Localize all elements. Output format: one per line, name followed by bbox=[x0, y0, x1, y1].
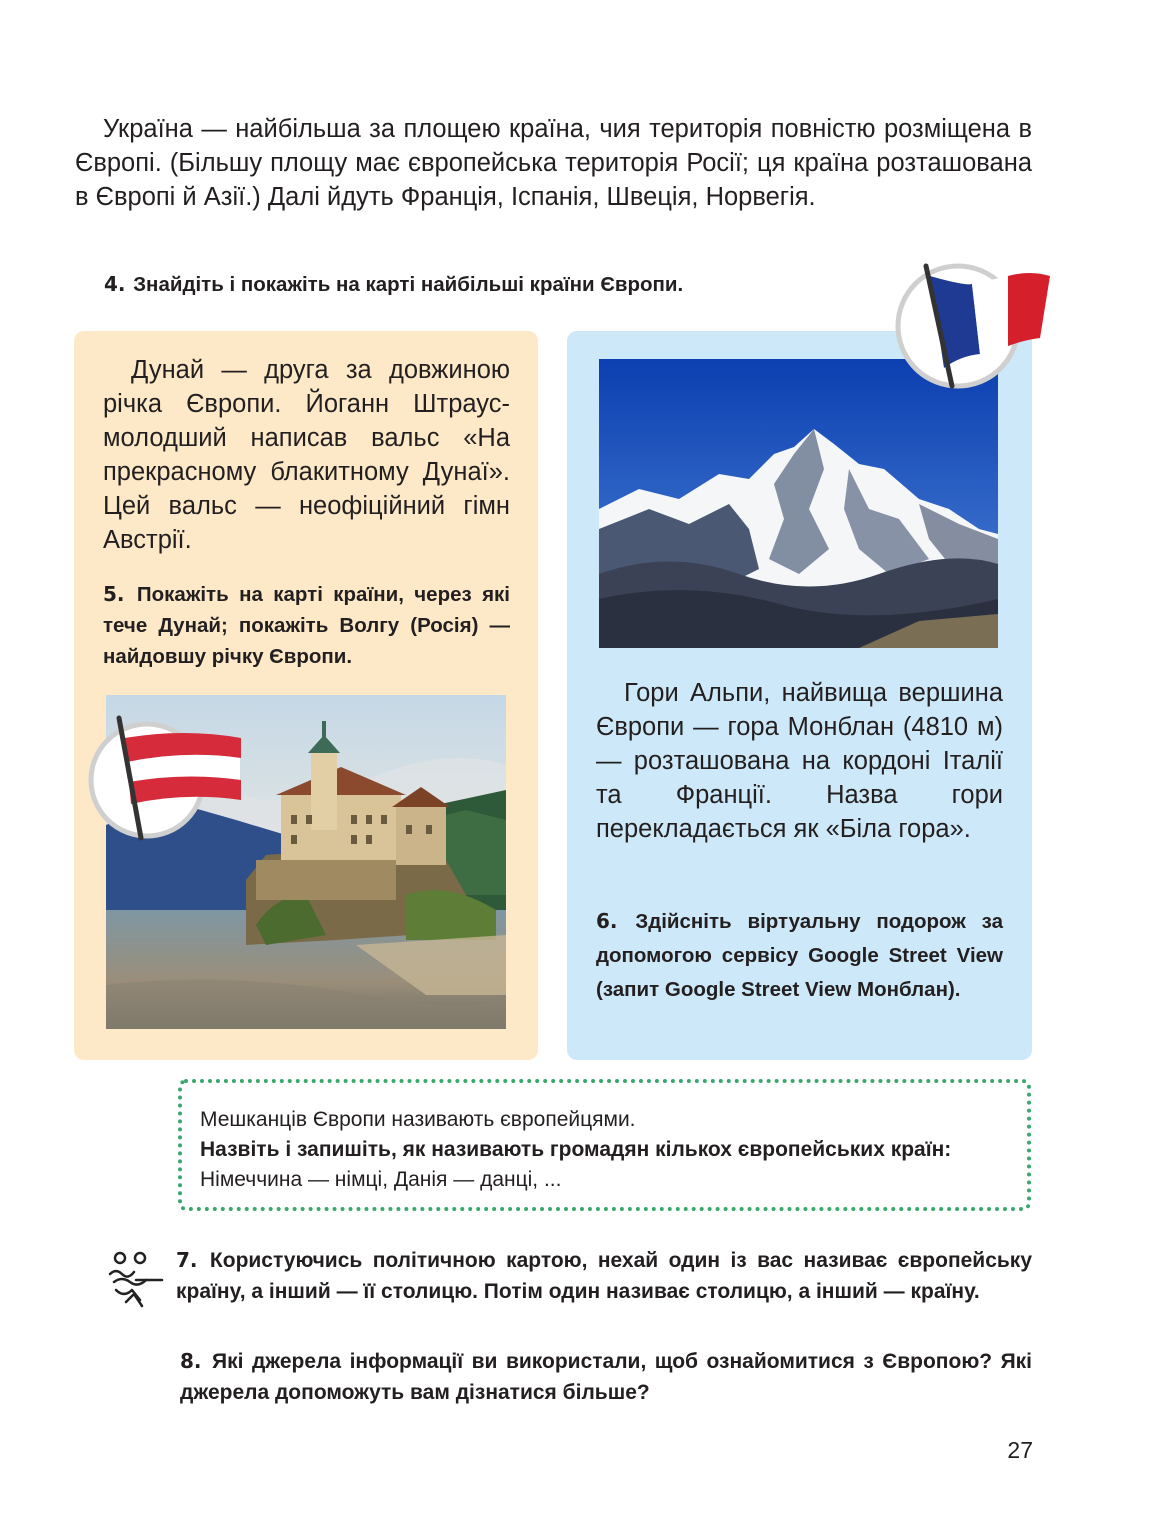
task-4-text: Знайдіть і покажіть на карті найбільші країни Європи. bbox=[133, 273, 684, 296]
task-8 bbox=[180, 1346, 1032, 1408]
task-6 bbox=[596, 904, 1003, 1007]
alps-text bbox=[596, 676, 1003, 846]
task-6-text: Здійсніть віртуальну подорож за допомогою сервісу Google Street View (запит Google Street View Монблан). bbox=[596, 910, 1003, 1001]
task-6-number: 6. bbox=[596, 909, 618, 933]
task-5 bbox=[103, 579, 510, 672]
pair-work-icon bbox=[106, 1250, 166, 1310]
task-7-number: 7. bbox=[176, 1248, 198, 1272]
task-5-text: Покажіть на карті країни, через які тече Дунай; покажіть Волгу (Росія) — найдовшу річку Європи. bbox=[103, 583, 510, 668]
task-8-text: Які джерела інформації ви використали, щоб ознайомитися з Європою? Які джерела допоможуть вам дізнатися більше? bbox=[180, 1350, 1033, 1404]
task-4 bbox=[104, 269, 904, 300]
info-box-task bbox=[200, 1135, 1011, 1195]
task-5-number: 5. bbox=[103, 582, 125, 606]
intro-paragraph: Україна — найбільша за площею країна, чия територія повністю розміщена в Європі. (Більшу площу має європейська територія Росії; ця країна розташована в Європі й Азії.) Далі йдуть Франція, Іспанія, Швеція, Норвегія. bbox=[75, 115, 1032, 211]
info-box-task-bold: Назвіть і запишіть, як називають громадян кількох європейських країн: bbox=[200, 1138, 952, 1161]
danube-text bbox=[103, 353, 510, 557]
europeans-info-box bbox=[178, 1079, 1031, 1211]
danube-paragraph: Дунай — друга за довжиною річка Європи. Йоганн Штраус-молодший написав вальс «На прекрасному блакитному Дунаї». Цей вальс — неофіційний гімн Австрії. bbox=[103, 356, 510, 554]
austria-flag-icon bbox=[85, 710, 250, 845]
task-8-number: 8. bbox=[180, 1349, 202, 1373]
info-box-task-rest: Німеччина — німці, Данія — данці, ... bbox=[200, 1168, 562, 1191]
intro-text bbox=[75, 112, 1032, 214]
task-7 bbox=[176, 1245, 1032, 1307]
mont-blanc-photo bbox=[599, 359, 998, 648]
alps-paragraph: Гори Альпи, найвища вершина Європи — гора Монблан (4810 м) — розташована на кордоні Італії та Франції. Назва гори перекладається як «Біла гора». bbox=[596, 679, 1003, 843]
task-4-number: 4. bbox=[104, 272, 126, 296]
info-box-line1: Мешканців Європи називають європейцями. bbox=[200, 1108, 636, 1131]
task-7-text: Користуючись політичною картою, нехай один із вас називає європейську країну, а інший — її столицю. Потім один називає столицю, а інший — країну. bbox=[176, 1249, 1032, 1303]
page-number: 27 bbox=[1007, 1437, 1033, 1463]
france-flag-icon bbox=[890, 258, 1055, 393]
